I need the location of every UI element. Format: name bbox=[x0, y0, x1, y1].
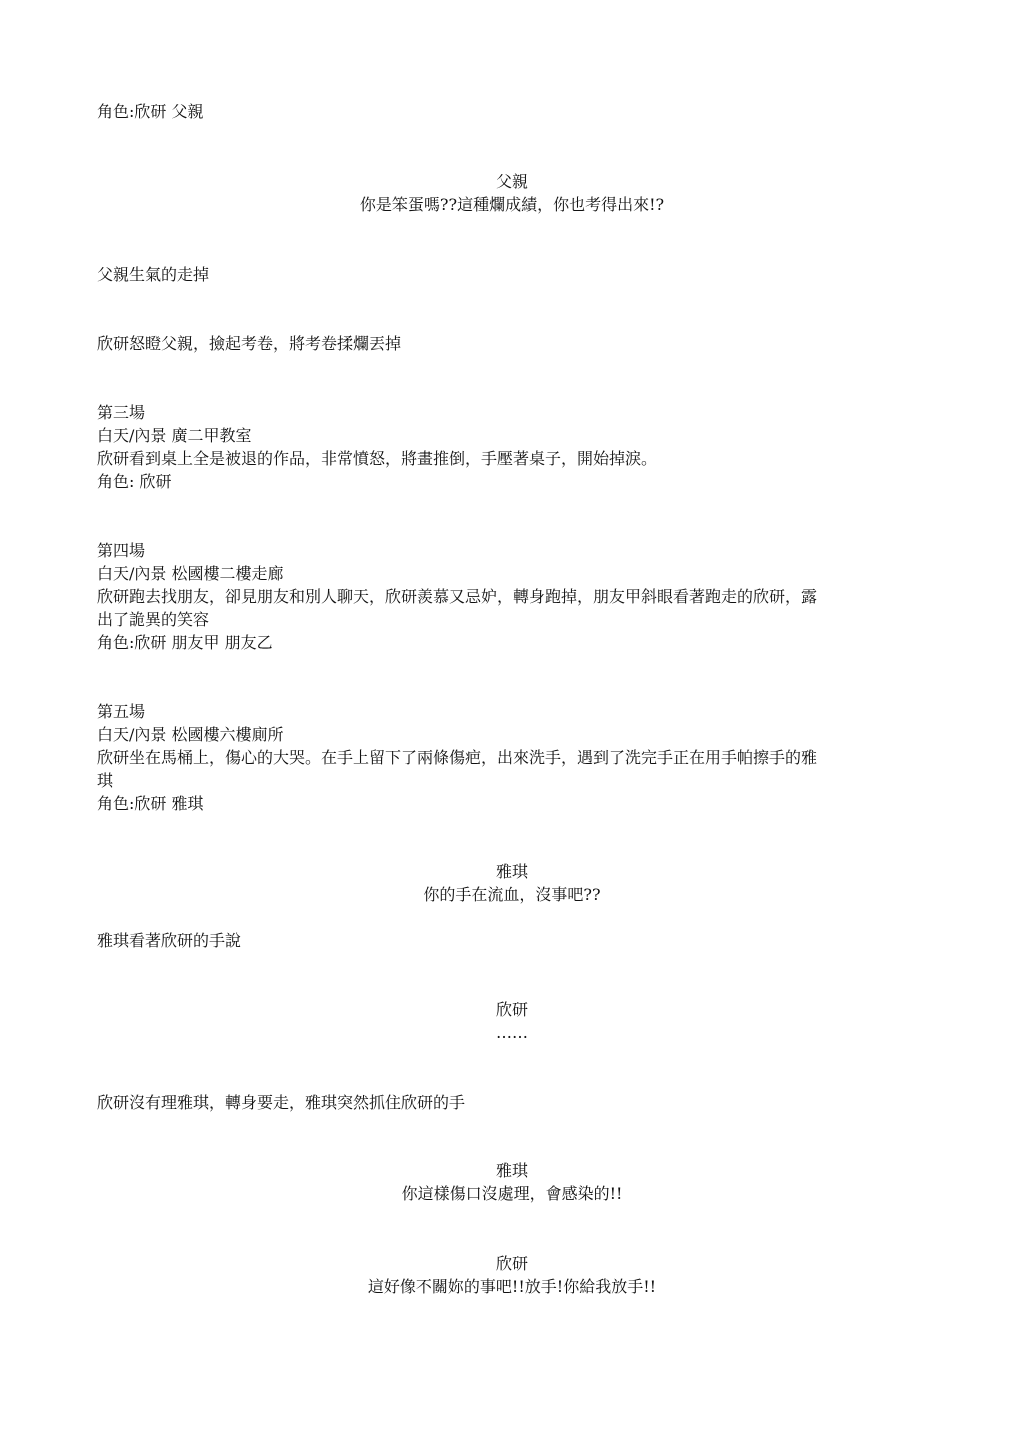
scene-heading: 第四場 bbox=[97, 541, 146, 560]
scene-roles: 角色:欣研 朋友甲 朋友乙 bbox=[97, 633, 273, 652]
dialogue-block bbox=[0, 860, 1024, 906]
dialogue-speaker: 雅琪 bbox=[495, 1161, 528, 1180]
action-line bbox=[97, 332, 912, 355]
dialogue-line: 你這樣傷口沒處理，會感染的!! bbox=[401, 1184, 623, 1203]
dialogue-block bbox=[0, 1252, 1024, 1298]
scene-description-cont: 出了詭異的笑容 bbox=[97, 610, 210, 629]
dialogue-block bbox=[0, 998, 1024, 1044]
dialogue-speaker: 欣研 bbox=[495, 1000, 528, 1019]
scene-roles: 角色:欣研 雅琪 bbox=[97, 794, 204, 813]
dialogue-speaker: 雅琪 bbox=[495, 862, 528, 881]
action-text: 欣研怒瞪父親，撿起考卷，將考卷揉爛丟掉 bbox=[97, 334, 402, 353]
action-text: 父親生氣的走掉 bbox=[97, 265, 210, 284]
scene-setting: 白天/內景 廣二甲教室 bbox=[97, 426, 252, 445]
scene-description: 欣研看到桌上全是被退的作品，非常憤怒，將畫推倒，手壓著桌子，開始掉淚。 bbox=[97, 449, 658, 468]
scene-heading: 第三場 bbox=[97, 403, 146, 422]
scene-description: 欣研跑去找朋友，卻見朋友和別人聊天，欣研羨慕又忌妒，轉身跑掉，朋友甲斜眼看著跑走的欣研，露 bbox=[97, 587, 818, 606]
scene-description: 欣研坐在馬桶上，傷心的大哭。在手上留下了兩條傷疤，出來洗手，遇到了洗完手正在用手帕擦手的雅 bbox=[97, 748, 818, 767]
action-text: 欣研沒有理雅琪，轉身要走，雅琪突然抓住欣研的手 bbox=[97, 1093, 466, 1112]
dialogue-speaker: 父親 bbox=[495, 172, 528, 191]
action-line bbox=[97, 929, 912, 952]
scene-roles: 角色: 欣研 bbox=[97, 472, 172, 491]
dialogue-speaker: 欣研 bbox=[495, 1254, 528, 1273]
dialogue-block bbox=[0, 170, 1024, 216]
action-text: 雅琪看著欣研的手說 bbox=[97, 931, 242, 950]
dialogue-line: 你的手在流血，沒事吧?? bbox=[423, 885, 601, 904]
scene-3-block bbox=[97, 401, 912, 493]
scene-4-block bbox=[97, 539, 912, 654]
roles-line bbox=[97, 100, 912, 123]
dialogue-line: …… bbox=[496, 1023, 528, 1042]
action-line bbox=[97, 1091, 912, 1114]
scene-setting: 白天/內景 松國樓二樓走廊 bbox=[97, 564, 284, 583]
dialogue-block bbox=[0, 1159, 1024, 1205]
scene-description-cont: 琪 bbox=[97, 771, 114, 790]
dialogue-line: 你是笨蛋嗎??這種爛成績，你也考得出來!? bbox=[359, 195, 665, 214]
scene-heading: 第五場 bbox=[97, 702, 146, 721]
scene-setting: 白天/內景 松國樓六樓廁所 bbox=[97, 725, 284, 744]
scene-5-block bbox=[97, 700, 912, 815]
roles-text: 角色:欣研 父親 bbox=[97, 102, 204, 121]
action-line bbox=[97, 263, 912, 286]
dialogue-line: 這好像不關妳的事吧!!放手!你給我放手!! bbox=[367, 1277, 657, 1296]
